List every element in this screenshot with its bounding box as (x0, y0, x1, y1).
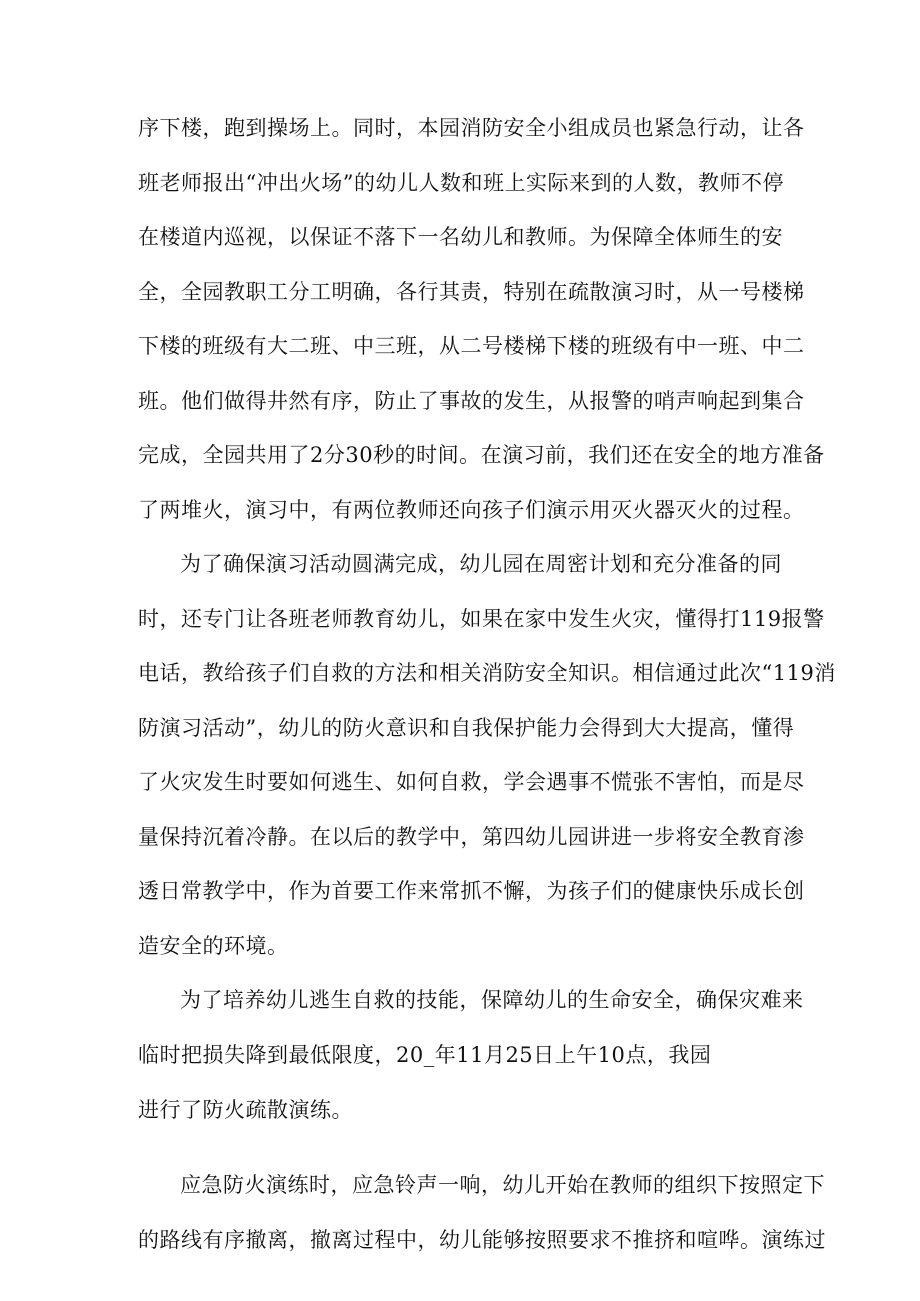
text-line: 量保持沉着冷静。在以后的教学中，第四幼儿园讲进一步将安全教育渗 (138, 825, 805, 849)
text-line: 完成，全园共用了2分30秒的时间。在演习前，我们还在安全的地方准备 (138, 443, 825, 467)
text-line: 了两堆火，演习中，有两位教师还向孩子们演示用灭火器灭火的过程。 (138, 498, 805, 522)
paragraph-first-line: 为了培养幼儿逃生自救的技能，保障幼儿的生命安全，确保灾难来 (180, 988, 804, 1012)
text-line: 时，还专门让各班老师教育幼儿，如果在家中发生火灾，懂得打119报警 (138, 607, 825, 631)
text-line: 进行了防火疏散演练。 (138, 1098, 353, 1122)
text-line: 临时把损失降到最低限度，20_年11月25日上午10点，我园 (138, 1043, 712, 1067)
paragraph-first-line: 为了确保演习活动圆满完成，幼儿园在周密计划和充分准备的同 (180, 552, 782, 576)
text-line: 下楼的班级有大二班、中三班，从二号楼梯下楼的班级有中一班、中二 (138, 334, 805, 358)
paragraph-first-line: 应急防火演练时，应急铃声一响，幼儿开始在教师的组织下按照定下 (180, 1173, 825, 1197)
text-line: 全，全园教职工分工明确，各行其责，特别在疏散演习时，从一号楼梯 (138, 280, 805, 304)
text-line: 造安全的环境。 (138, 934, 289, 958)
text-line: 班老师报出“冲出火场”的幼儿人数和班上实际来到的人数，教师不停 (138, 171, 784, 195)
text-line: 防演习活动”，幼儿的防火意识和自我保护能力会得到大大提高，懂得 (138, 716, 795, 740)
text-line: 班。他们做得井然有序，防止了事故的发生，从报警的哨声响起到集合 (138, 389, 805, 413)
text-line: 透日常教学中，作为首要工作来常抓不懈，为孩子们的健康快乐成长创 (138, 879, 805, 903)
text-line: 了火灾发生时要如何逃生、如何自救，学会遇事不慌张不害怕，而是尽 (138, 770, 805, 794)
text-line: 序下楼，跑到操场上。同时，本园消防安全小组成员也紧急行动，让各 (138, 116, 805, 140)
text-line: 在楼道内巡视，以保证不落下一名幼儿和教师。为保障全体师生的安 (138, 225, 783, 249)
text-line: 电话，教给孩子们自救的方法和相关消防安全知识。相信通过此次“119消 (138, 661, 836, 685)
text-line: 的路线有序撤离，撤离过程中，幼儿能够按照要求不推挤和喧哗。演练过 (138, 1228, 826, 1252)
